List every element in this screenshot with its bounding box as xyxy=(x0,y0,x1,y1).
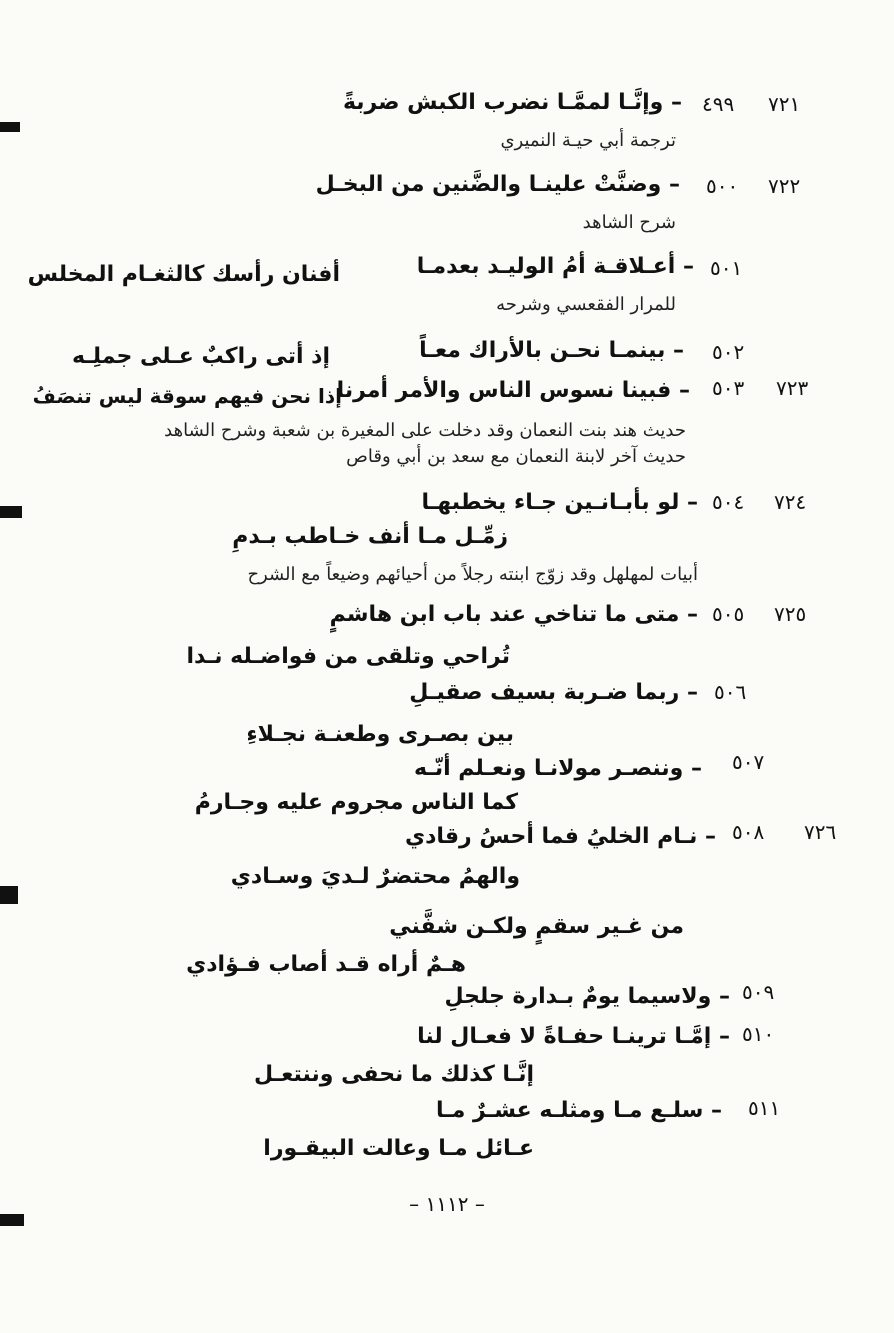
verse-line: إنَّـا كذلك ما نحفى وننتعـل xyxy=(253,1062,534,1087)
verse-line: – لو بأبـانـين جـاء يخطبهـا xyxy=(421,490,698,515)
verse-number: ٥٠٩ xyxy=(742,980,775,1004)
entry-number: ٧٢١ xyxy=(768,92,801,116)
verse-number: ٥١١ xyxy=(748,1096,781,1120)
verse-line: – وننصـر مولانـا ونعـلم أنّـه xyxy=(413,756,702,781)
entry-number: ٧٢٢ xyxy=(768,174,801,198)
scan-mark xyxy=(0,886,18,904)
verse-line: عـائل مـا وعالت البيقـورا xyxy=(263,1136,534,1161)
entry-number: ٧٢٥ xyxy=(774,602,807,626)
scan-mark xyxy=(0,506,22,518)
verse-number: ٥٠٠ xyxy=(706,174,739,198)
note-line: حديث هند بنت النعمان وقد دخلت على المغيرة بن شعبة وشرح الشاهد xyxy=(164,420,686,441)
verse-number: ٥١٠ xyxy=(742,1022,775,1046)
entry-number: ٧٢٤ xyxy=(774,490,807,514)
note-line: للمرار الفقعسي وشرحه xyxy=(496,294,676,315)
verse-line: تُراحي وتلقى من فواضـله نـدا xyxy=(186,644,510,669)
verse-number: ٥٠٧ xyxy=(732,750,765,774)
verse-line: – متى ما تناخي عند باب ابن هاشمٍ xyxy=(329,602,698,627)
verse-line: – سلـع مـا ومثلـه عشـرٌ مـا xyxy=(436,1098,722,1123)
entry-number: ٧٢٣ xyxy=(776,376,809,400)
verse-number: ٥٠٥ xyxy=(712,602,745,626)
verse-hemistich-a: – أعـلاقـة أمُ الوليـد بعدمـا xyxy=(416,254,694,279)
verse-line: من غـير سقمٍ ولكـن شفَّني xyxy=(389,914,684,939)
verse-hemistich-a: – فبينا نسوس الناس والأمر أمرنا xyxy=(336,378,690,403)
note-line: أبيات لمهلهل وقد زوّج ابنته رجلاً من أحيائهم وضيعاً مع الشرح xyxy=(247,564,698,585)
entry-number: ٧٢٦ xyxy=(804,820,837,844)
note-line: حديث آخر لابنة النعمان مع سعد بن أبي وقاص xyxy=(346,446,686,467)
verse-line: – ربما ضـربة بسيف صقيـلِ xyxy=(409,680,698,705)
verse-line: – وإنَّـا لممَّـا نضرب الكبش ضربةً xyxy=(342,90,682,115)
note-line: شرح الشاهد xyxy=(582,212,676,233)
verse-hemistich-b: إذ أتى راكبٌ عـلى جملِـه xyxy=(71,344,330,369)
verse-line: والهمُ محتضرٌ لـديَ وسـادي xyxy=(230,864,520,889)
verse-number: ٥٠٨ xyxy=(732,820,765,844)
verse-line: – نـام الخليُ فما أحسُ رقادي xyxy=(404,824,716,849)
verse-hemistich-b: أفنان رأسك كالثغـام المخلس xyxy=(27,262,340,287)
note-line: ترجمة أبي حيـة النميري xyxy=(500,130,676,151)
verse-number: ٥٠٤ xyxy=(712,490,745,514)
verse-hemistich-b: إذا نحن فيهم سوقة ليس تنصَفُ xyxy=(32,384,342,408)
verse-number: ٥٠٦ xyxy=(714,680,747,704)
verse-number: ٥٠١ xyxy=(710,256,743,280)
verse-line: بين بصـرى وطعنـة نجـلاءِ xyxy=(246,722,514,747)
verse-number: ٤٩٩ xyxy=(702,92,735,116)
verse-number: ٥٠٢ xyxy=(712,340,745,364)
verse-hemistich-a: – بينمـا نحـن بالأراك معـاً xyxy=(419,338,684,363)
verse-line: – ولاسيما يومٌ بـدارة جلجلِ xyxy=(444,984,730,1009)
scan-mark xyxy=(0,122,20,132)
verse-line: هـمٌ أراه قـد أصاب فـؤادي xyxy=(186,952,466,977)
verse-line: – وضنَّتْ علينـا والضَّنين من البخـل xyxy=(315,172,680,197)
verse-line: – إمَّـا ترينـا حفـاةً لا فعـال لنا xyxy=(417,1024,730,1049)
verse-line: زمِّـل مـا أنف خـاطب بـدمِ xyxy=(232,524,508,549)
verse-number: ٥٠٣ xyxy=(712,376,745,400)
page-number: – ١١١٢ – xyxy=(409,1192,485,1216)
verse-line: كما الناس مجروم عليه وجـارمُ xyxy=(194,790,518,815)
